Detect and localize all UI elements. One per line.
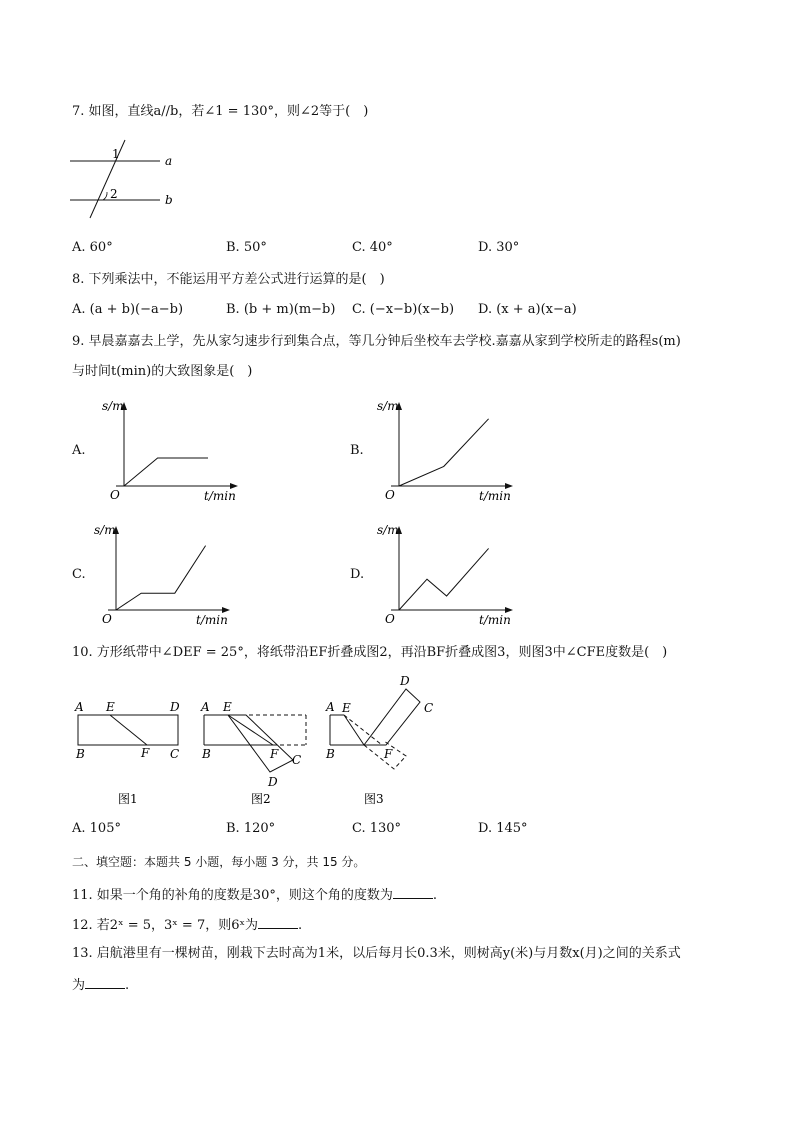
- q8-stem: 8. 下列乘法中，不能运用平方差公式进行运算的是( ): [72, 272, 385, 287]
- fig3-D: D: [400, 674, 410, 688]
- q9-stem-line1: 9. 早晨嘉嘉去上学，先从家匀速步行到集合点，等几分钟后坐校车去学校.嘉嘉从家到学校所走的路程s(m): [72, 334, 681, 349]
- q11: [72, 886, 437, 904]
- q10-option-b: B. 120°: [226, 821, 276, 836]
- q13-end: .: [125, 978, 130, 993]
- q10-option-a: A. 105°: [72, 821, 121, 836]
- fig1-B: B: [76, 747, 85, 761]
- origin-label: O: [385, 612, 395, 626]
- q7-label-a: a: [165, 154, 173, 168]
- fig3-A: A: [326, 700, 335, 714]
- fig1-C: C: [170, 747, 180, 761]
- y-axis-label: s/m: [377, 399, 399, 413]
- q7-option-a: A. 60°: [72, 240, 113, 255]
- q10-figure-1: [72, 700, 192, 810]
- q8-option-a: A. (a + b)(−a−b): [72, 302, 184, 317]
- q10-figure-2: [198, 700, 328, 810]
- q9-graph-d-letter: D.: [350, 567, 365, 582]
- graph-line: [399, 419, 489, 486]
- fig2-A: A: [201, 700, 210, 714]
- q13-stem-line1: 13. 启航港里有一棵树苗，刚栽下去时高为1米，以后每月长0.3米，则树高y(米)与月数x(月)之间的关系式: [72, 946, 681, 961]
- fig3-F: F: [384, 747, 393, 761]
- q8-option-c: C. (−x−b)(x−b): [352, 302, 455, 317]
- q7-option-d: D. 30°: [478, 240, 520, 255]
- graph-line: [399, 548, 489, 610]
- transversal: [90, 140, 125, 218]
- x-axis-label: t/min: [196, 613, 228, 627]
- fig1-F: F: [141, 746, 150, 760]
- x-axis-label: t/min: [204, 489, 236, 503]
- graph-line: [124, 458, 208, 486]
- fig3-B: B: [326, 747, 335, 761]
- fig1-E: E: [106, 700, 115, 714]
- y-axis-label: s/m: [377, 523, 399, 537]
- q9-graph-b: [375, 396, 535, 506]
- q10-figure-3: [324, 674, 444, 810]
- q9-graph-b-letter: B.: [350, 443, 364, 458]
- q13-blank[interactable]: [85, 976, 125, 989]
- fig2-F: F: [270, 747, 279, 761]
- q11-blank[interactable]: [393, 886, 433, 899]
- x-axis-label: t/min: [479, 613, 511, 627]
- q12: [72, 916, 302, 934]
- q12-stem: 12. 若2ˣ = 5，3ˣ = 7，则6ˣ为: [72, 918, 259, 933]
- graph-line: [116, 546, 206, 610]
- q12-blank[interactable]: [258, 916, 298, 929]
- q13-stem-line2: 为: [72, 978, 86, 993]
- q11-end: .: [432, 888, 437, 903]
- y-axis-label: s/m: [94, 523, 116, 537]
- q10-option-c: C. 130°: [352, 821, 402, 836]
- fig3-E: E: [342, 701, 351, 715]
- fig2-B: B: [202, 747, 211, 761]
- q9-graph-d: [375, 520, 535, 630]
- fig1-D: D: [170, 700, 180, 714]
- q9-graph-c: [92, 520, 242, 630]
- y-axis-label: s/m: [102, 399, 124, 413]
- q12-end: .: [298, 918, 303, 933]
- q9-graph-a-letter: A.: [72, 443, 86, 458]
- q7-figure: [70, 140, 190, 220]
- q8-option-b: B. (b + m)(m−b): [226, 302, 336, 317]
- x-axis-label: t/min: [479, 489, 511, 503]
- fig2-C: C: [292, 753, 302, 767]
- q8-option-d: D. (x + a)(x−a): [478, 302, 577, 317]
- q7-option-b: B. 50°: [226, 240, 267, 255]
- q7-label-2: 2: [110, 187, 118, 201]
- origin-label: O: [102, 612, 112, 626]
- origin-label: O: [385, 488, 395, 502]
- fig2-D: D: [268, 775, 278, 789]
- fig2-E: E: [223, 700, 232, 714]
- q13-line2: [72, 976, 129, 994]
- q11-stem: 11. 如果一个角的补角的度数是30°，则这个角的度数为: [72, 888, 393, 903]
- q10-stem: 10. 方形纸带中∠DEF = 25°，将纸带沿EF折叠成图2，再沿BF折叠成图3，则图3中∠CFE度数是( ): [72, 645, 668, 660]
- q9-graph-c-letter: C.: [72, 567, 86, 582]
- q7-label-1: 1: [112, 147, 120, 161]
- fig3-C: C: [424, 701, 434, 715]
- fig1-caption: 图1: [118, 792, 138, 806]
- fig2-caption: 图2: [251, 792, 271, 806]
- fig3-caption: 图3: [364, 792, 384, 806]
- q10-option-d: D. 145°: [478, 821, 528, 836]
- section-heading: 二、填空题：本题共 5 小题，每小题 3 分，共 15 分。: [72, 855, 366, 869]
- q9-stem-line2: 与时间t(min)的大致图象是( ): [72, 364, 253, 379]
- q7-stem: 7. 如图，直线a//b，若∠1 = 130°，则∠2等于( ): [72, 104, 369, 119]
- fig1-A: A: [75, 700, 84, 714]
- origin-label: O: [110, 488, 120, 502]
- q7-label-b: b: [165, 193, 173, 207]
- q9-graph-a: [100, 396, 250, 506]
- q7-option-c: C. 40°: [352, 240, 393, 255]
